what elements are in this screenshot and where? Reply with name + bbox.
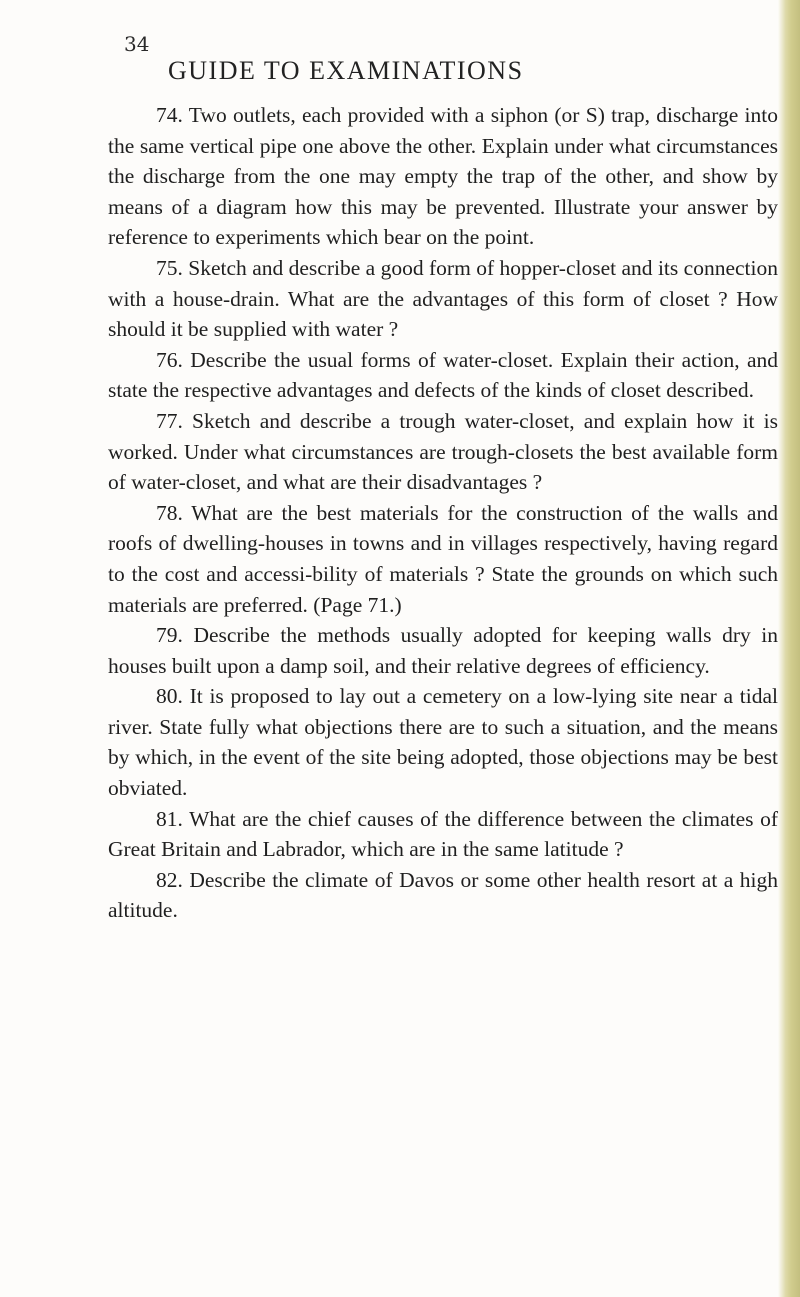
question-number: 82. [156,867,183,892]
question-text: Describe the usual forms of water-closet. Explain their action, and state the respective advantages and defects of the kinds of closet described. [108,347,779,403]
question-81 [108,804,778,865]
question-number: 75. [156,255,183,280]
question-text: Describe the climate of Davos or some other health resort at a high altitude. [108,867,778,923]
question-number: 74. [156,103,183,127]
question-list [108,100,778,926]
question-number: 79. [156,623,183,648]
question-79 [108,620,778,681]
question-76 [108,345,778,406]
question-number: 77. [156,408,183,433]
question-text: It is proposed to lay out a cemetery on a low-lying site near a tidal river. State fully what objections there are to such a situation, and the means by which, in the event of the site being adopted, those objections may be best obviated. [108,684,778,801]
question-78 [108,498,778,620]
page-number: 34 [124,32,150,56]
page-edge-shadow [778,0,800,1297]
question-text: Sketch and describe a trough water-closet, and explain how it is worked. Under what circumstances are trough-closets the best available form of water-closet, and what are their disadvantages ? [108,408,779,495]
question-text: Two outlets, each provided with a siphon (or S) trap, discharge into the same vertical pipe one above the other. Explain under what circumstances the discharge from the one may empty the trap of the other, and show by means of a diagram how this may be prevented. Illustrate your answer by reference to experiments which bear on the point. [108,103,778,250]
question-number: 80. [156,684,183,709]
question-text: Sketch and describe a good form of hopper-closet and its connection with a house-drain. What are the advantages of this form of closet ? How should it be supplied with water ? [108,255,778,342]
question-number: 78. [156,500,183,525]
question-77 [108,406,778,498]
question-75 [108,253,778,345]
question-text: Describe the methods usually adopted for keeping walls dry in houses built upon a damp soil, and their relative degrees of efficiency. [108,623,779,678]
question-number: 81. [156,806,183,831]
question-80 [108,681,778,803]
question-text: What are the chief causes of the difference between the climates of Great Britain and Labrador, which are in the same latitude ? [108,806,778,862]
question-text: What are the best materials for the construction of the walls and roofs of dwelling-houses in towns and in villages respectively, having regard to the cost and accessi-bility of materials ? State the grounds on which such materials are preferred. (Page 71.) [108,500,778,617]
question-number: 76. [156,347,183,372]
question-82 [108,865,778,926]
running-head: GUIDE TO EXAMINATIONS [168,56,524,85]
question-74 [108,100,778,253]
